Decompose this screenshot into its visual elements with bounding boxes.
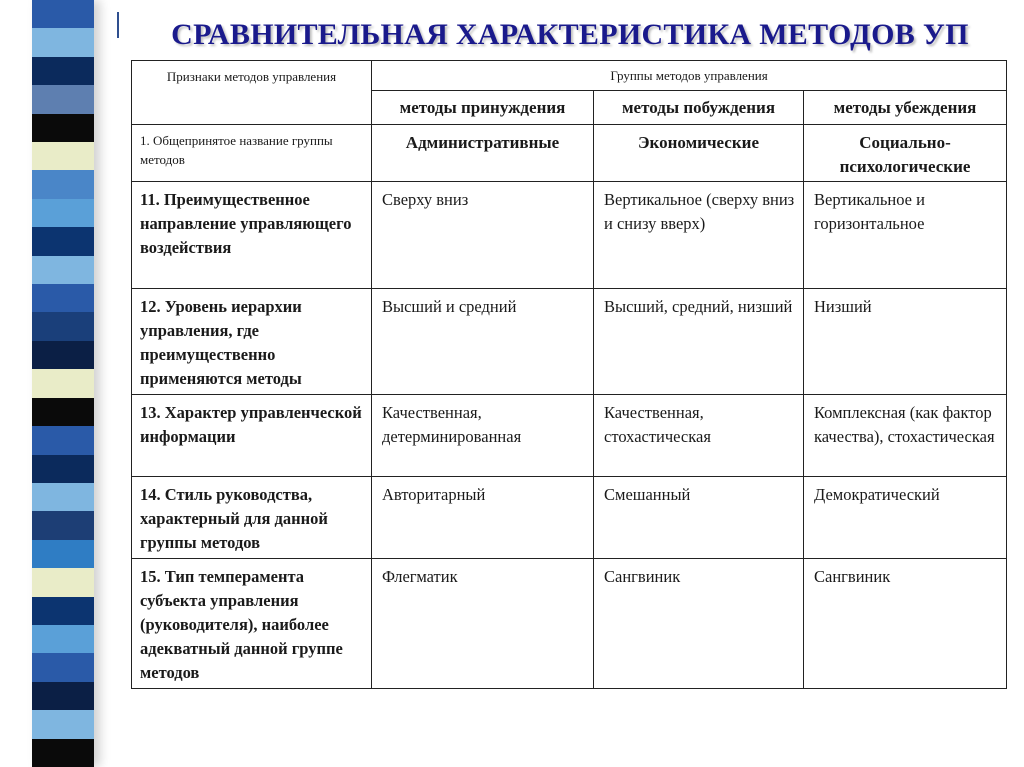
groups-header: Группы методов управления [372,61,1007,91]
group-name-cell: Экономические [594,125,804,182]
stripe-segment [32,369,94,397]
stripe-segment [32,312,94,340]
stripe-segment [32,625,94,653]
table-cell: Смешанный [594,477,804,559]
column-header-persuasion: методы убеждения [804,91,1007,125]
row-header: 11. Преимущественное направление управляющего воздействия [132,182,372,289]
row-header: 13. Характер управленческой информации [132,395,372,477]
stripe-segment [32,341,94,369]
decorative-tick [117,12,119,38]
stripe-segment [32,455,94,483]
corner-header: Признаки методов управления [132,61,372,125]
table-header-row [132,61,1007,91]
table-cell: Сангвиник [594,559,804,689]
stripe-segment [32,597,94,625]
stripe-segment [32,85,94,113]
stripe-segment [32,540,94,568]
stripe-segment [32,57,94,85]
table-cell: Демократический [804,477,1007,559]
table-row [132,559,1007,689]
table-cell: Высший, средний, низший [594,289,804,395]
column-header-incentive: методы побуждения [594,91,804,125]
row-header: 15. Тип темперамента субъекта управления (руководителя), наиболее адекватный данной группе методов [132,559,372,689]
stripe-segment [32,710,94,738]
row-header: 14. Стиль руководства, характерный для данной группы методов [132,477,372,559]
stripe-segment [32,199,94,227]
table-cell: Высший и средний [372,289,594,395]
group-name-cell: Административные [372,125,594,182]
stripe-segment [32,398,94,426]
stripe-segment [32,114,94,142]
table-cell: Комплексная (как фактор качества), стохастическая [804,395,1007,477]
stripe-segment [32,511,94,539]
stripe-segment [32,568,94,596]
table-cell: Авторитарный [372,477,594,559]
stripe-segment [32,227,94,255]
stripe-segment [32,483,94,511]
table-cell: Вертикальное и горизонтальное [804,182,1007,289]
stripe-segment [32,284,94,312]
table-cell: Низший [804,289,1007,395]
table-cell: Качественная, детерминированная [372,395,594,477]
decorative-stripe-bar [32,0,94,767]
stripe-segment [32,142,94,170]
table-cell: Сангвиник [804,559,1007,689]
row-header: 12. Уровень иерархии управления, где преимущественно применяются методы [132,289,372,395]
table-cell: Качественная, стохастическая [594,395,804,477]
stripe-segment [32,682,94,710]
stripe-segment [32,256,94,284]
table-cell: Вертикальное (сверху вниз и снизу вверх) [594,182,804,289]
page-title: СРАВНИТЕЛЬНАЯ ХАРАКТЕРИСТИКА МЕТОДОВ УП [171,18,969,51]
table-row [132,182,1007,289]
table-row [132,477,1007,559]
comparison-table [131,60,1007,689]
group-name-cell: Социально-психологические [804,125,1007,182]
column-header-coercion: методы принуждения [372,91,594,125]
table-row [132,289,1007,395]
table-row [132,395,1007,477]
stripe-segment [32,170,94,198]
stripe-segment [32,0,94,28]
table-cell: Флегматик [372,559,594,689]
stripe-segment [32,426,94,454]
group-name-row [132,125,1007,182]
stripe-segment [32,28,94,56]
stripe-segment [32,653,94,681]
table-cell: Сверху вниз [372,182,594,289]
row-header: 1. Общепринятое название группы методов [132,125,372,182]
stripe-segment [32,739,94,767]
